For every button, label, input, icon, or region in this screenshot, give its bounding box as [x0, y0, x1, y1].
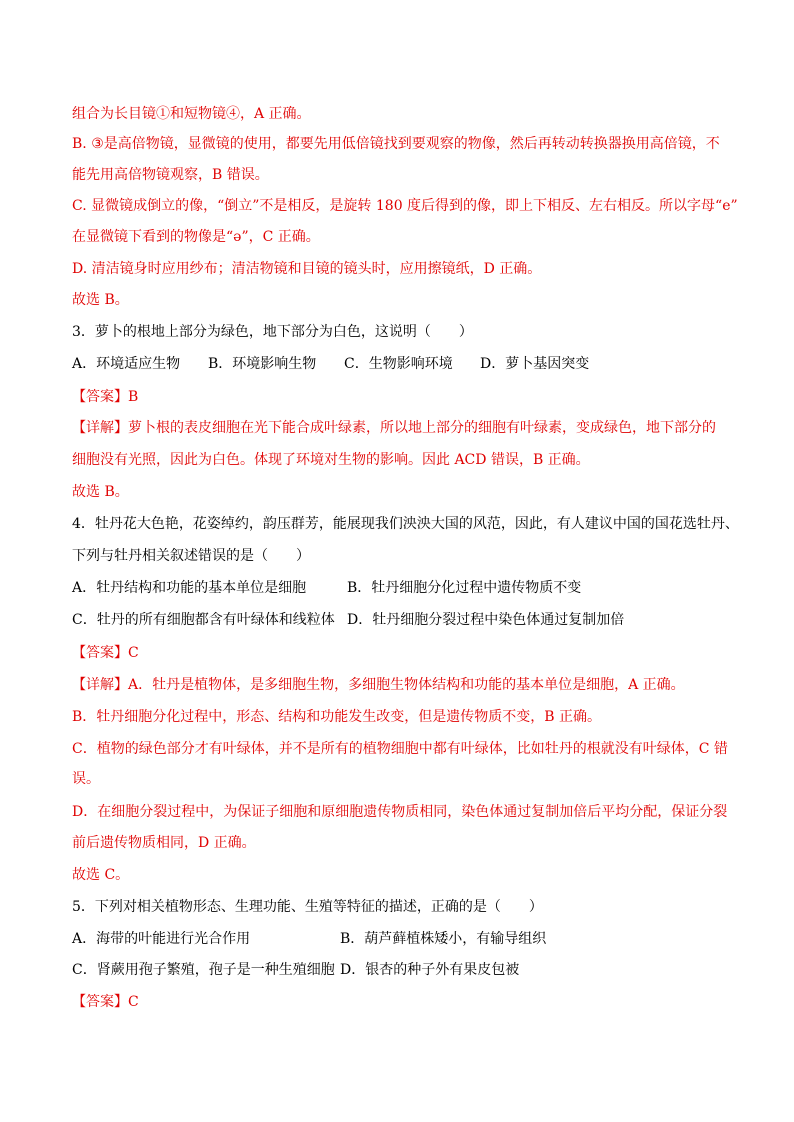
q3-explanation-line1: 【详解】萝卜根的表皮细胞在光下能合成叶绿素，所以地上部分的细胞有叶绿素，变成绿色，地下部分的 [72, 420, 716, 436]
q3-option-a: A．环境适应生物 [72, 356, 181, 372]
q3-answer: 【答案】B [72, 389, 139, 405]
q5-option-d: D．银杏的种子外有果皮包被 [340, 962, 520, 978]
prev-explanation-d-line: D. 清洁镜身时应用纱布；清洁物镜和目镜的镜头时，应用擦镜纸，D 正确。 [72, 261, 542, 277]
q4-explanation-d-line2: 前后遗传物质相同，D 正确。 [72, 835, 256, 851]
q5-options-row1 [72, 930, 724, 948]
q3-stem: 3．萝卜的根地上部分为绿色，地下部分为白色，这说明（ ） [72, 324, 473, 340]
q3-option-b: B．环境影响生物 [208, 356, 317, 372]
q4-select: 故选 C。 [72, 867, 130, 883]
q4-options-row1 [72, 579, 724, 597]
q4-explanation-a: 【详解】A．牡丹是植物体，是多细胞生物，多细胞生物体结构和功能的基本单位是细胞，A 正确。 [72, 677, 685, 693]
q4-explanation-b: B．牡丹细胞分化过程中，形态、结构和功能发生改变，但是遗传物质不变，B 正确。 [72, 709, 602, 725]
prev-explanation-c-line2: 在显微镜下看到的物像是“ə”，C 正确。 [72, 229, 320, 245]
q5-answer: 【答案】C [72, 994, 139, 1010]
q3-option-c: C．生物影响环境 [344, 356, 453, 372]
q4-option-b: B．牡丹细胞分化过程中遗传物质不变 [347, 580, 582, 596]
prev-select-line: 故选 B。 [72, 292, 129, 308]
prev-explanation-b-line1: B. ③是高倍物镜，显微镜的使用，都要先用低倍镜找到要观察的物像，然后再转动转换器换用高倍镜，不 [72, 136, 720, 152]
q4-explanation-c-line2: 误。 [72, 771, 100, 787]
q5-option-c: C．肾蕨用孢子繁殖，孢子是一种生殖细胞 [72, 962, 335, 978]
q4-option-d: D．牡丹细胞分裂过程中染色体通过复制加倍 [347, 612, 625, 628]
q3-select: 故选 B。 [72, 484, 129, 500]
q4-options-row2 [72, 611, 724, 629]
q4-answer: 【答案】C [72, 645, 139, 661]
q4-option-a: A．牡丹结构和功能的基本单位是细胞 [72, 580, 307, 596]
q4-stem-line1: 4．牡丹花大色艳，花姿绰约，韵压群芳，能展现我们泱泱大国的风范，因此，有人建议中国的国花选牡丹、 [72, 516, 739, 532]
prev-explanation-c-line1: C. 显微镜成倒立的像，“倒立”不是相反，是旋转 180 度后得到的像，即上下相反、左右相反。所以字母“e” [72, 198, 738, 214]
q4-stem-line2: 下列与牡丹相关叙述错误的是（ ） [72, 548, 310, 564]
q4-explanation-d-line1: D．在细胞分裂过程中，为保证子细胞和原细胞遗传物质相同，染色体通过复制加倍后平均分配，保证分裂 [72, 804, 728, 820]
q3-explanation-line2: 细胞没有光照，因此为白色。体现了环境对生物的影响。因此 ACD 错误，B 正确。 [72, 452, 590, 468]
q5-stem: 5．下列对相关植物形态、生理功能、生殖等特征的描述，正确的是（ ） [72, 899, 543, 915]
q4-option-c: C．牡丹的所有细胞都含有叶绿体和线粒体 [72, 612, 335, 628]
q5-option-b: B．葫芦藓植株矮小，有输导组织 [340, 931, 547, 947]
q3-option-d: D．萝卜基因突变 [480, 356, 590, 372]
q3-options [72, 355, 724, 373]
q5-option-a: A．海带的叶能进行光合作用 [72, 931, 251, 947]
q4-explanation-c-line1: C．植物的绿色部分才有叶绿体，并不是所有的植物细胞中都有叶绿体，比如牡丹的根就没有叶绿体，C 错 [72, 741, 728, 757]
prev-explanation-b-line2: 能先用高倍物镜观察，B 错误。 [72, 167, 269, 183]
q5-options-row2 [72, 961, 724, 979]
prev-explanation-a-line: 组合为长目镜①和短物镜④，A 正确。 [72, 106, 311, 122]
